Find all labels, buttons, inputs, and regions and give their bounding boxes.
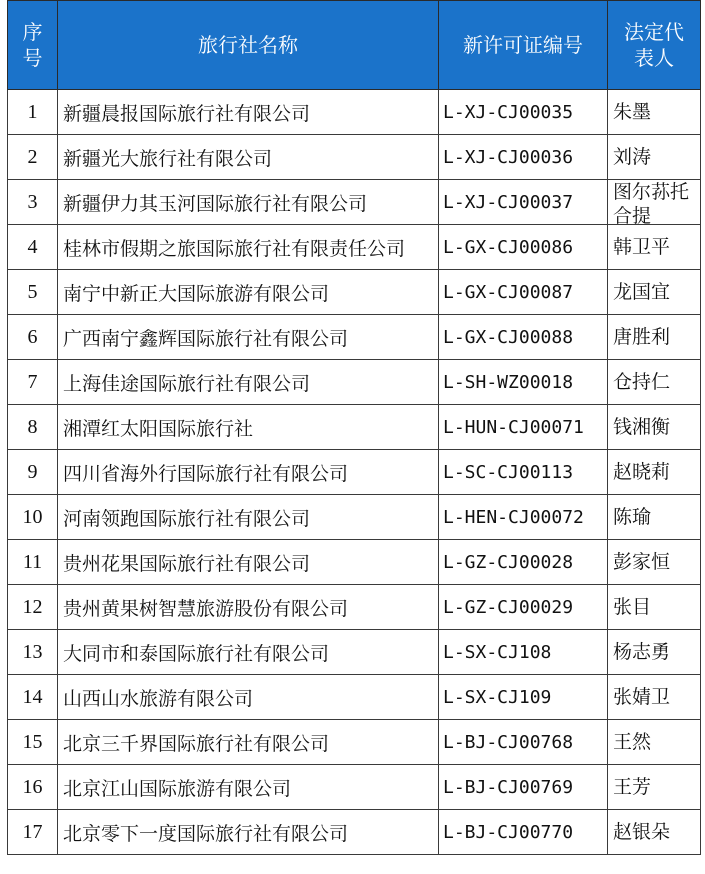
table-row (8, 405, 701, 450)
representative-text: 仓持仁 (613, 371, 671, 393)
table-row (8, 225, 701, 270)
license-number-cell: L-GX-CJ00088 (439, 315, 608, 360)
representative-text: 彭家恒 (613, 551, 671, 573)
representative-text: 张婧卫 (613, 686, 671, 708)
table-row (8, 315, 701, 360)
table-row (8, 360, 701, 405)
row-index-cell: 6 (8, 315, 58, 360)
representative-cell (608, 675, 701, 720)
row-index-cell: 16 (8, 765, 58, 810)
row-index-cell: 5 (8, 270, 58, 315)
license-number-cell: L-GZ-CJ00028 (439, 540, 608, 585)
representative-cell (608, 135, 701, 180)
agency-name-cell: 大同市和泰国际旅行社有限公司 (58, 630, 439, 675)
representative-text: 王然 (613, 731, 652, 753)
header-row (8, 1, 701, 90)
agency-name-cell: 贵州黄果树智慧旅游股份有限公司 (58, 585, 439, 630)
representative-cell (608, 90, 701, 135)
license-number-cell: L-SC-CJ00113 (439, 450, 608, 495)
row-index-cell: 17 (8, 810, 58, 855)
table-header (8, 1, 701, 90)
representative-text: 图尔荪托合提 (613, 181, 690, 224)
row-index-cell: 12 (8, 585, 58, 630)
agency-name-cell: 河南领跑国际旅行社有限公司 (58, 495, 439, 540)
representative-text: 韩卫平 (613, 236, 671, 258)
representative-cell (608, 765, 701, 810)
representative-text: 龙国宜 (613, 281, 671, 303)
license-number-cell: L-XJ-CJ00037 (439, 180, 608, 225)
table-row (8, 585, 701, 630)
row-index-cell: 4 (8, 225, 58, 270)
license-number-cell: L-SX-CJ108 (439, 630, 608, 675)
table-row (8, 675, 701, 720)
row-index-cell: 11 (8, 540, 58, 585)
table-row (8, 630, 701, 675)
license-number-cell: L-BJ-CJ00768 (439, 720, 608, 765)
representative-text: 王芳 (613, 776, 652, 798)
representative-text: 刘涛 (613, 146, 652, 168)
table-row (8, 90, 701, 135)
travel-agency-table (7, 0, 701, 855)
table-row (8, 270, 701, 315)
representative-text: 唐胜利 (613, 326, 671, 348)
license-number-cell: L-GX-CJ00087 (439, 270, 608, 315)
license-number-cell: L-BJ-CJ00769 (439, 765, 608, 810)
representative-cell (608, 180, 701, 225)
agency-name-cell: 北京三千界国际旅行社有限公司 (58, 720, 439, 765)
agency-name-cell: 山西山水旅游有限公司 (58, 675, 439, 720)
representative-text: 陈瑜 (613, 506, 652, 528)
table-row (8, 180, 701, 225)
agency-name-cell: 广西南宁鑫辉国际旅行社有限公司 (58, 315, 439, 360)
agency-name-cell: 新疆晨报国际旅行社有限公司 (58, 90, 439, 135)
representative-cell (608, 720, 701, 765)
license-number-cell: L-SH-WZ00018 (439, 360, 608, 405)
representative-cell (608, 405, 701, 450)
row-index-cell: 2 (8, 135, 58, 180)
representative-text: 赵晓莉 (613, 461, 671, 483)
table-row (8, 450, 701, 495)
license-number-cell: L-BJ-CJ00770 (439, 810, 608, 855)
row-index-cell: 10 (8, 495, 58, 540)
license-number-cell: L-XJ-CJ00036 (439, 135, 608, 180)
row-index-cell: 15 (8, 720, 58, 765)
agency-name-cell: 新疆伊力其玉河国际旅行社有限公司 (58, 180, 439, 225)
table-row (8, 765, 701, 810)
table-row (8, 495, 701, 540)
license-number-cell: L-HEN-CJ00072 (439, 495, 608, 540)
table-row (8, 810, 701, 855)
representative-text: 张目 (613, 596, 652, 618)
agency-name-cell: 湘潭红太阳国际旅行社 (58, 405, 439, 450)
representative-cell (608, 450, 701, 495)
row-index-cell: 8 (8, 405, 58, 450)
agency-name-cell: 北京江山国际旅游有限公司 (58, 765, 439, 810)
representative-cell (608, 360, 701, 405)
table-body (8, 90, 701, 855)
license-number-cell: L-GX-CJ00086 (439, 225, 608, 270)
representative-cell (608, 315, 701, 360)
license-number-cell: L-XJ-CJ00035 (439, 90, 608, 135)
table-row (8, 540, 701, 585)
table-row (8, 135, 701, 180)
representative-cell (608, 540, 701, 585)
representative-cell (608, 810, 701, 855)
agency-name-cell: 四川省海外行国际旅行社有限公司 (58, 450, 439, 495)
license-number-cell: L-SX-CJ109 (439, 675, 608, 720)
row-index-cell: 9 (8, 450, 58, 495)
representative-text: 朱墨 (613, 101, 652, 123)
header-index: 序号 (8, 1, 58, 90)
representative-cell (608, 585, 701, 630)
license-number-cell: L-HUN-CJ00071 (439, 405, 608, 450)
table-row (8, 720, 701, 765)
representative-cell (608, 495, 701, 540)
header-name: 旅行社名称 (58, 1, 439, 90)
representative-cell (608, 630, 701, 675)
representative-text: 钱湘衡 (613, 416, 671, 438)
row-index-cell: 14 (8, 675, 58, 720)
row-index-cell: 3 (8, 180, 58, 225)
row-index-cell: 1 (8, 90, 58, 135)
representative-cell (608, 225, 701, 270)
agency-name-cell: 上海佳途国际旅行社有限公司 (58, 360, 439, 405)
agency-name-cell: 贵州花果国际旅行社有限公司 (58, 540, 439, 585)
header-representative: 法定代表人 (608, 1, 701, 90)
agency-name-cell: 桂林市假期之旅国际旅行社有限责任公司 (58, 225, 439, 270)
header-license: 新许可证编号 (439, 1, 608, 90)
row-index-cell: 7 (8, 360, 58, 405)
row-index-cell: 13 (8, 630, 58, 675)
agency-name-cell: 南宁中新正大国际旅游有限公司 (58, 270, 439, 315)
agency-name-cell: 新疆光大旅行社有限公司 (58, 135, 439, 180)
representative-cell (608, 270, 701, 315)
representative-text: 杨志勇 (613, 641, 671, 663)
license-number-cell: L-GZ-CJ00029 (439, 585, 608, 630)
agency-name-cell: 北京零下一度国际旅行社有限公司 (58, 810, 439, 855)
representative-text: 赵银朵 (613, 821, 671, 843)
